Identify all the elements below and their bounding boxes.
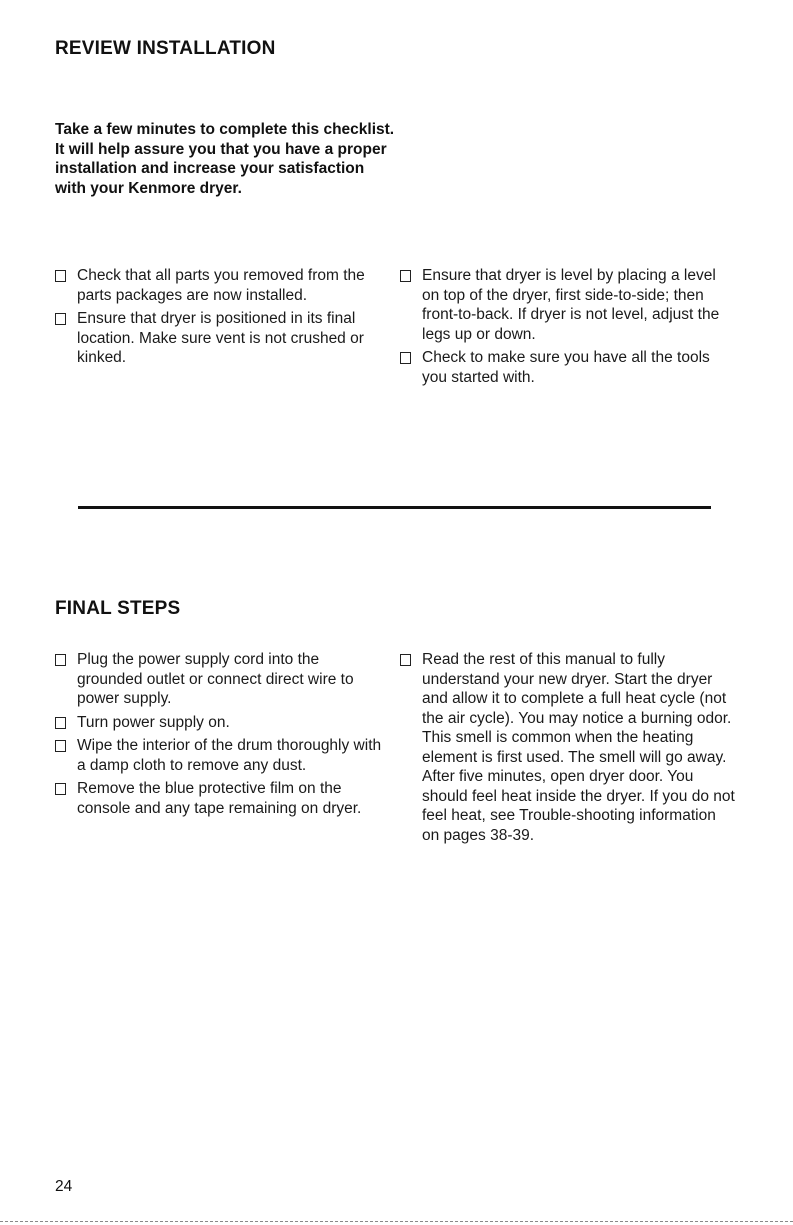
checklist-item-text: Read the rest of this manual to fully understand your new dryer. Start the dryer and allow it to complete a full heat cycle (not the air cycle). You may notice a burning odor. This smell is common when the heating element is first used. The smell will go away. After five minutes, open dryer door. You should feel heat inside the dryer. If you do not feel heat, see Trouble-shooting information on pages 38-39. [422,651,735,844]
checklist-item [400,266,735,344]
checklist-item-text: Wipe the interior of the drum thoroughly with a damp cloth to remove any dust. [77,737,382,774]
checkbox-icon [400,352,411,364]
checkbox-icon [55,783,66,795]
checkbox-icon [55,717,66,729]
checkbox-icon [400,654,411,666]
checkbox-icon [55,270,66,282]
final-checklist-left [55,650,385,822]
checklist-item-text: Turn power supply on. [77,713,230,731]
page-bottom-edge [0,1221,793,1222]
review-checklist-left [55,266,375,372]
checklist-item [55,309,375,368]
checklist-item [55,779,385,818]
checkbox-icon [400,270,411,282]
checklist-item-text: Plug the power supply cord into the grounded outlet or connect direct wire to power supply. [77,651,354,707]
page-number: 24 [55,1178,73,1195]
checklist-item [55,736,385,775]
checkbox-icon [55,740,66,752]
checklist-item [400,650,735,845]
checkbox-icon [55,313,66,325]
checkbox-icon [55,654,66,666]
checklist-item-text: Remove the blue protective film on the console and any tape remaining on dryer. [77,780,362,817]
checklist-item [55,713,385,733]
checklist-item [55,266,375,305]
checklist-item [55,650,385,709]
review-intro-text: Take a few minutes to complete this checklist. It will help assure you that you have a proper installation and increase your satisfaction with your Kenmore dryer. [55,121,395,197]
final-steps-heading: FINAL STEPS [55,598,181,619]
review-installation-heading: REVIEW INSTALLATION [55,38,276,59]
review-checklist-right [400,266,735,391]
checklist-item-text: Check to make sure you have all the tools you started with. [422,349,710,386]
checklist-item-text: Ensure that dryer is positioned in its final location. Make sure vent is not crushed or kinked. [77,310,364,366]
section-divider [78,506,711,509]
checklist-item-text: Ensure that dryer is level by placing a level on top of the dryer, first side-to-side; then front-to-back. If dryer is not level, adjust the legs up or down. [422,267,720,343]
checklist-item [400,348,735,387]
final-checklist-right [400,650,735,849]
checklist-item-text: Check that all parts you removed from the parts packages are now installed. [77,267,365,304]
